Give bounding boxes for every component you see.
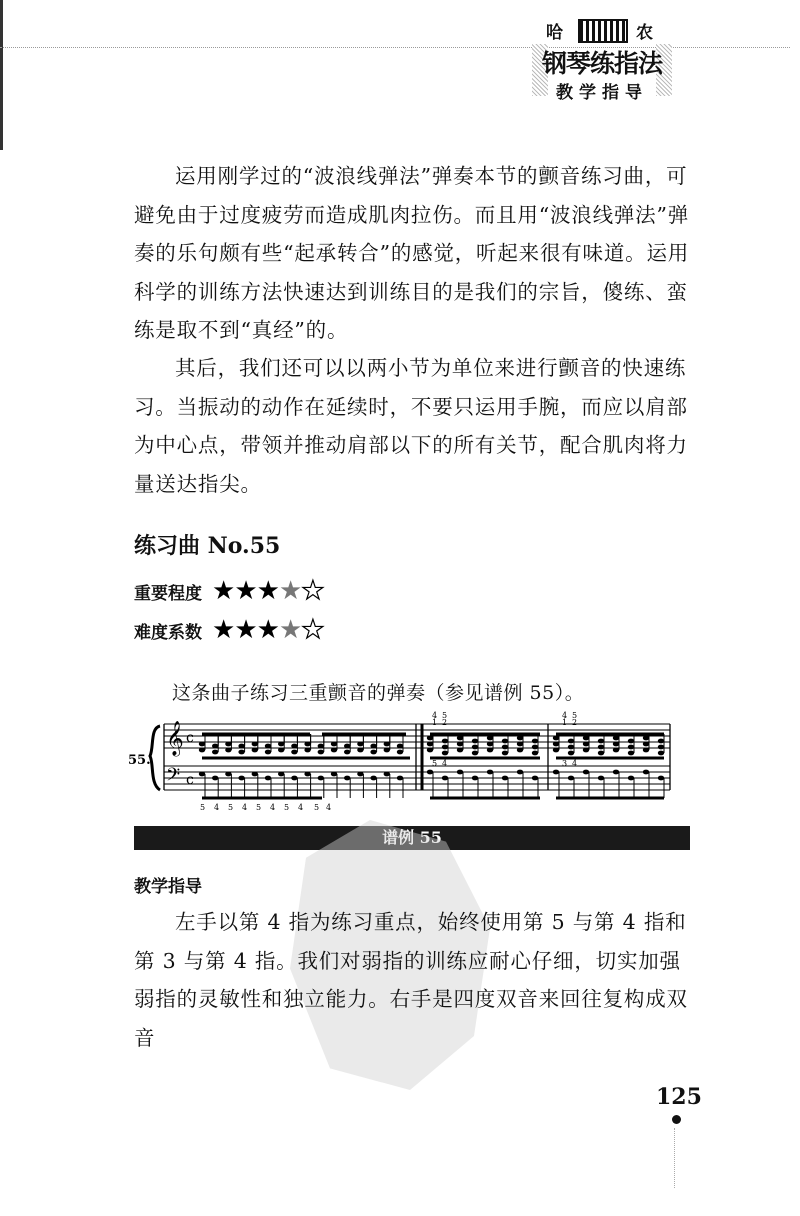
notehead [553,770,559,775]
notehead [457,736,463,741]
notehead [357,748,363,753]
notehead [613,748,619,753]
notehead [658,745,664,750]
piano-keys-icon [578,19,628,43]
finger-number: 4 [432,711,438,720]
notehead [291,750,297,755]
notehead [370,750,376,755]
music-score [126,704,686,820]
notehead [532,739,538,744]
notehead [252,772,258,777]
notehead [212,750,218,755]
logo-char-left: 哈 [546,23,563,43]
notehead [628,739,634,744]
notehead [238,744,244,749]
star-icon: ★ [301,576,325,606]
page-number: 125 [656,1084,702,1110]
score-intro: 这条曲子练习三重颤音的弹奏（参见谱例 55）。 [172,682,585,704]
notehead [252,748,258,753]
notehead [384,772,390,777]
notehead [643,748,649,753]
treble-clef-icon: 𝄞 [166,721,184,756]
notehead [331,742,337,747]
notehead [442,776,448,781]
notehead [643,742,649,747]
finger-number: 5 [314,803,320,812]
finger-number: 2 [442,718,448,727]
finger-number: 4 [270,803,276,812]
time-signature-treble: c [186,730,194,746]
star-icon: ★ [256,576,280,606]
notehead [331,748,337,753]
notehead [199,742,205,747]
notehead [472,751,478,756]
notehead [225,772,231,777]
notehead [568,776,574,781]
notehead [658,751,664,756]
star-icon: ★ [278,576,303,606]
finger-number: 4 [442,759,448,768]
page-edge [0,0,3,150]
notehead [238,750,244,755]
notehead [583,742,589,747]
teaching-paragraph: 左手以第 4 指为练习重点，始终使用第 5 与第 4 指和第 3 与第 4 指。我们对弱指的训练应耐心仔细，切实加强弱指的灵敏性和独立能力。右手是四度双音来回往复构成双音 [134,910,688,1050]
notehead [457,742,463,747]
notehead [457,770,463,775]
notehead [553,736,559,741]
notehead [487,770,493,775]
finger-number: 5 [442,711,448,720]
score-caption: 谱例 55 [134,826,690,850]
notehead [397,776,403,781]
notehead [318,750,324,755]
notehead [628,751,634,756]
finger-number: 4 [214,803,220,812]
finger-number: 5 [432,759,438,768]
notehead [384,748,390,753]
difficulty-rating [134,615,324,645]
star-icon: ★ [234,615,258,645]
notehead [598,739,604,744]
notehead [318,776,324,781]
importance-stars [212,578,324,604]
notehead [265,744,271,749]
notehead [553,742,559,747]
notehead [427,748,433,753]
notehead [568,751,574,756]
notehead [487,736,493,741]
notehead [344,744,350,749]
notehead [291,776,297,781]
notehead [442,751,448,756]
notehead [643,736,649,741]
body-paragraph: 其后，我们还可以以两小节为单位来进行颤音的快速练习。当振动的动作在延续时，不要只运用手腕，而应以肩部为中心点，带领并推动肩部以下的所有关节，配合肌肉将力量送达指尖。 [134,356,688,496]
notehead [427,770,433,775]
notehead [613,742,619,747]
notehead [397,744,403,749]
teaching-heading: 教学指导 [134,877,202,897]
notehead [357,772,363,777]
margin-rule [674,1128,675,1188]
notehead [598,751,604,756]
notehead [357,742,363,747]
notehead [613,770,619,775]
logo-title: 钢琴练指法 [541,49,662,78]
finger-number: 2 [572,718,578,727]
difficulty-stars [212,617,324,643]
finger-number: 4 [298,803,304,812]
notehead [472,739,478,744]
notehead [457,748,463,753]
time-signature-bass: c [186,772,194,788]
notehead [598,776,604,781]
notehead [278,742,284,747]
notehead [427,736,433,741]
notehead [502,745,508,750]
logo-subtitle: 教学指导 [556,83,648,103]
star-icon: ★ [212,615,236,645]
notehead [199,772,205,777]
notehead [318,744,324,749]
finger-number: 4 [572,759,578,768]
notehead [291,744,297,749]
notehead [265,776,271,781]
notehead [643,770,649,775]
notehead [442,745,448,750]
body-paragraph: 运用刚学过的“波浪线弹法”弹奏本节的颤音练习曲，可避免由于过度疲劳而造成肌肉拉伤。而且用“波浪线弹法”弹奏的乐句颇有些“起承转合”的感觉，听起来很有味道。运用科学的训练方法快速达到训练目的是我们的宗旨，傻练、蛮练是取不到“真经”的。 [134,164,690,342]
notehead [598,745,604,750]
notehead [344,750,350,755]
star-icon: ★ [212,576,236,606]
notehead [487,748,493,753]
notehead [442,739,448,744]
finger-number: 5 [200,803,206,812]
book-logo [538,14,666,114]
notehead [265,750,271,755]
star-icon: ★ [234,576,258,606]
notehead [583,748,589,753]
notehead [427,742,433,747]
notehead [517,748,523,753]
finger-number: 4 [326,803,332,812]
score-number: 55. [128,753,151,768]
notehead [532,745,538,750]
notehead [583,736,589,741]
finger-number: 5 [256,803,262,812]
notehead [502,776,508,781]
notehead [370,776,376,781]
notehead [331,772,337,777]
notehead [225,742,231,747]
notehead [517,770,523,775]
notehead [472,776,478,781]
notehead [502,751,508,756]
exercise-title: 练习曲 No.55 [134,533,281,559]
page-dot [672,1115,681,1124]
notehead [199,748,205,753]
notehead [568,745,574,750]
finger-number: 1 [432,718,438,727]
notehead [472,745,478,750]
star-icon: ★ [278,615,303,645]
notehead [532,751,538,756]
finger-number: 3 [562,759,568,768]
notehead [212,776,218,781]
notehead [628,745,634,750]
finger-number: 5 [228,803,234,812]
notehead [304,742,310,747]
notehead [517,742,523,747]
notehead [225,748,231,753]
finger-number: 1 [562,718,568,727]
notehead [238,776,244,781]
notehead [628,776,634,781]
notehead [658,739,664,744]
notehead [344,776,350,781]
logo-char-right: 农 [636,23,653,43]
notehead [278,772,284,777]
bass-clef-icon: 𝄢 [166,765,181,790]
finger-number: 5 [572,711,578,720]
star-icon: ★ [301,615,325,645]
notehead [252,742,258,747]
notehead [212,744,218,749]
notehead [553,748,559,753]
finger-number: 4 [242,803,248,812]
notehead [370,744,376,749]
notehead [304,748,310,753]
difficulty-label: 难度系数 [134,622,202,643]
notehead [568,739,574,744]
grand-staff-brace [150,726,160,790]
finger-number: 4 [562,711,568,720]
notehead [502,739,508,744]
notehead [658,776,664,781]
notehead [613,736,619,741]
finger-number: 5 [284,803,290,812]
star-icon: ★ [256,615,280,645]
notehead [487,742,493,747]
notehead [278,748,284,753]
notehead [384,742,390,747]
importance-rating [134,576,324,606]
notehead [532,776,538,781]
notehead [397,750,403,755]
notehead [304,772,310,777]
notehead [517,736,523,741]
importance-label: 重要程度 [134,583,202,604]
notehead [583,770,589,775]
